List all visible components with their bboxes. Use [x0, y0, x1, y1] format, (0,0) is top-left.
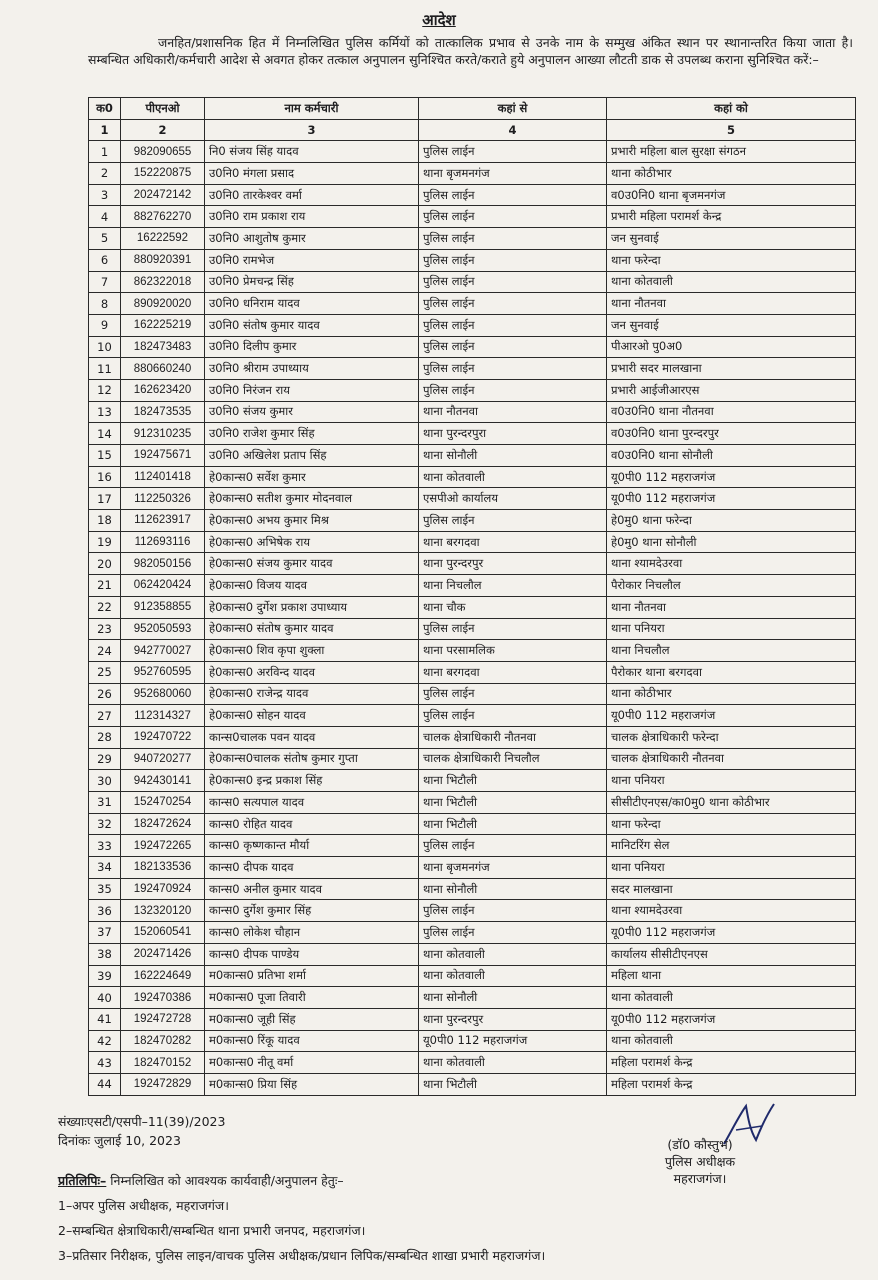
- cell-employee-name: उ0नि0 संजय कुमार: [205, 401, 419, 423]
- cell-from: पुलिस लाईन: [419, 510, 607, 532]
- cell-serial: 44: [89, 1073, 121, 1095]
- header-serial: क0: [89, 98, 121, 120]
- cell-pno: 880660240: [121, 358, 205, 380]
- cell-pno: 882762270: [121, 206, 205, 228]
- cell-serial: 5: [89, 228, 121, 250]
- cell-serial: 23: [89, 618, 121, 640]
- cell-pno: 202471426: [121, 943, 205, 965]
- cell-from: थाना बरगदवा: [419, 531, 607, 553]
- header-to: कहां को: [607, 98, 856, 120]
- cell-pno: 880920391: [121, 249, 205, 271]
- cell-employee-name: हे0कान्स0 अभय कुमार मिश्र: [205, 510, 419, 532]
- table-row: [89, 141, 856, 163]
- cell-serial: 26: [89, 683, 121, 705]
- cell-employee-name: म0कान्स0 जूही सिंह: [205, 1008, 419, 1030]
- table-row: [89, 1073, 856, 1095]
- cell-employee-name: हे0कान्स0 अभिषेक राय: [205, 531, 419, 553]
- cell-serial: 33: [89, 835, 121, 857]
- table-row: [89, 184, 856, 206]
- cell-to: थाना पनियरा: [607, 770, 856, 792]
- table-row: [89, 553, 856, 575]
- cell-from: थाना भिटौली: [419, 770, 607, 792]
- cell-serial: 39: [89, 965, 121, 987]
- cell-employee-name: उ0नि0 रामभेज: [205, 249, 419, 271]
- cell-to: थाना फरेन्दा: [607, 813, 856, 835]
- cell-from: पुलिस लाईन: [419, 683, 607, 705]
- cell-pno: 162224649: [121, 965, 205, 987]
- cell-employee-name: हे0कान्स0 संजय कुमार यादव: [205, 553, 419, 575]
- cell-pno: 942430141: [121, 770, 205, 792]
- cell-employee-name: कान्स0 दीपक पाण्डेय: [205, 943, 419, 965]
- cell-employee-name: कान्स0 अनील कुमार यादव: [205, 878, 419, 900]
- cell-serial: 35: [89, 878, 121, 900]
- intro-paragraph: जनहित/प्रशासनिक हित में निम्नलिखित पुलिस कर्मियों को तात्कालिक प्रभाव से उनके नाम के सम्मुख अंकित स्थान पर स्थानान्तरित किया जाता है। सम्बन्धित अधिकारी/कर्मचारी आदेश से अवगत होकर तत्काल अनुपालन सुनिश्चित करते/कराते हुये अनुपालन आख्या लौटती डाक से उपलब्ध कराना सुनिश्चित करें:–: [88, 35, 853, 67]
- cell-serial: 27: [89, 705, 121, 727]
- cell-to: यू0पी0 112 महराजगंज: [607, 922, 856, 944]
- cell-serial: 37: [89, 922, 121, 944]
- col-number: 4: [419, 119, 607, 141]
- cell-employee-name: उ0नि0 आशुतोष कुमार: [205, 228, 419, 250]
- cell-employee-name: म0कान्स0 रिंकू यादव: [205, 1030, 419, 1052]
- cell-from: पुलिस लाईन: [419, 358, 607, 380]
- cell-from: थाना पुरन्दरपुरा: [419, 423, 607, 445]
- cell-pno: 182133536: [121, 857, 205, 879]
- cell-from: थाना सोनौली: [419, 878, 607, 900]
- cell-employee-name: हे0कान्स0 सतीश कुमार मोदनवाल: [205, 488, 419, 510]
- cell-from: पुलिस लाईन: [419, 141, 607, 163]
- cell-serial: 36: [89, 900, 121, 922]
- cell-employee-name: कान्स0 रोहित यादव: [205, 813, 419, 835]
- table-row: [89, 1008, 856, 1030]
- table-row: [89, 878, 856, 900]
- cell-to: चालक क्षेत्राधिकारी नौतनवा: [607, 748, 856, 770]
- cell-serial: 29: [89, 748, 121, 770]
- cell-to: हे0मु0 थाना फरेन्दा: [607, 510, 856, 532]
- col-number: 5: [607, 119, 856, 141]
- cell-employee-name: उ0नि0 प्रेमचन्द्र सिंह: [205, 271, 419, 293]
- cell-serial: 19: [89, 531, 121, 553]
- cell-employee-name: उ0नि0 श्रीराम उपाध्याय: [205, 358, 419, 380]
- cell-employee-name: नि0 संजय सिंह यादव: [205, 141, 419, 163]
- table-row: [89, 163, 856, 185]
- cell-from: थाना पुरन्दरपुर: [419, 1008, 607, 1030]
- cell-from: चालक क्षेत्राधिकारी नौतनवा: [419, 726, 607, 748]
- cell-serial: 14: [89, 423, 121, 445]
- cell-to: पैरोकार थाना बरगदवा: [607, 661, 856, 683]
- cell-to: व0उ0नि0 थाना नौतनवा: [607, 401, 856, 423]
- cell-to: व0उ0नि0 थाना सोनौली: [607, 445, 856, 467]
- cell-pno: 862322018: [121, 271, 205, 293]
- cell-pno: 192475671: [121, 445, 205, 467]
- cell-from: पुलिस लाईन: [419, 705, 607, 727]
- cell-from: पुलिस लाईन: [419, 184, 607, 206]
- table-row: [89, 835, 856, 857]
- cell-employee-name: हे0कान्स0चालक संतोष कुमार गुप्ता: [205, 748, 419, 770]
- cell-pno: 152060541: [121, 922, 205, 944]
- cell-serial: 1: [89, 141, 121, 163]
- table-row: [89, 314, 856, 336]
- cell-to: सीसीटीएनएस/का0मु0 थाना कोठीभार: [607, 792, 856, 814]
- cell-to: पैरोकार निचलौल: [607, 575, 856, 597]
- header-row: [89, 98, 856, 120]
- cell-to: यू0पी0 112 महराजगंज: [607, 705, 856, 727]
- order-intro: [88, 34, 853, 68]
- cell-employee-name: म0कान्स0 पूजा तिवारी: [205, 987, 419, 1009]
- cell-pno: 132320120: [121, 900, 205, 922]
- cell-to: प्रभारी सदर मालखाना: [607, 358, 856, 380]
- cell-serial: 24: [89, 640, 121, 662]
- table-row: [89, 1030, 856, 1052]
- cell-serial: 40: [89, 987, 121, 1009]
- cell-serial: 43: [89, 1052, 121, 1074]
- cell-pno: 192472829: [121, 1073, 205, 1095]
- table-row: [89, 965, 856, 987]
- cell-pno: 182470152: [121, 1052, 205, 1074]
- reference-number: संख्याःएसटी/एसपी–11(39)/2023: [58, 1114, 226, 1129]
- cell-employee-name: म0कान्स0 नीतू वर्मा: [205, 1052, 419, 1074]
- cell-to: मानिटरिंग सेल: [607, 835, 856, 857]
- cell-employee-name: हे0कान्स0 संतोष कुमार यादव: [205, 618, 419, 640]
- cell-from: थाना कोतवाली: [419, 943, 607, 965]
- cell-employee-name: हे0कान्स0 सोहन यादव: [205, 705, 419, 727]
- cell-pno: 982050156: [121, 553, 205, 575]
- cell-serial: 8: [89, 293, 121, 315]
- signatory-title: पुलिस अधीक्षक: [664, 1154, 736, 1169]
- cell-serial: 2: [89, 163, 121, 185]
- cell-from: पुलिस लाईन: [419, 271, 607, 293]
- table-row: [89, 423, 856, 445]
- cell-serial: 32: [89, 813, 121, 835]
- cell-pno: 192472265: [121, 835, 205, 857]
- cell-to: सदर मालखाना: [607, 878, 856, 900]
- table-row: [89, 1052, 856, 1074]
- cell-to: जन सुनवाई: [607, 228, 856, 250]
- cell-serial: 20: [89, 553, 121, 575]
- table-row: [89, 987, 856, 1009]
- transfer-table: [88, 97, 856, 1096]
- col-number: 2: [121, 119, 205, 141]
- table-row: [89, 445, 856, 467]
- cell-from: थाना भिटौली: [419, 1073, 607, 1095]
- table-row: [89, 661, 856, 683]
- header-name: नाम कर्मचारी: [205, 98, 419, 120]
- cell-pno: 112250326: [121, 488, 205, 510]
- table-row: [89, 900, 856, 922]
- table-row: [89, 943, 856, 965]
- cell-from: थाना बृजमनगंज: [419, 857, 607, 879]
- table-row: [89, 683, 856, 705]
- cell-pno: 062420424: [121, 575, 205, 597]
- table-row: [89, 792, 856, 814]
- table-row: [89, 228, 856, 250]
- col-number: 3: [205, 119, 419, 141]
- table-row: [89, 379, 856, 401]
- table-row: [89, 857, 856, 879]
- table-row: [89, 575, 856, 597]
- cell-pno: 112623917: [121, 510, 205, 532]
- cell-employee-name: कान्स0 कृष्णकान्त मौर्या: [205, 835, 419, 857]
- cell-employee-name: उ0नि0 राम प्रकाश राय: [205, 206, 419, 228]
- cell-pno: 182473483: [121, 336, 205, 358]
- cell-to: पीआरओ पु0अ0: [607, 336, 856, 358]
- cell-from: पुलिस लाईन: [419, 249, 607, 271]
- cell-from: पुलिस लाईन: [419, 835, 607, 857]
- header-from: कहां से: [419, 98, 607, 120]
- cell-serial: 30: [89, 770, 121, 792]
- cell-to: थाना श्यामदेउरवा: [607, 553, 856, 575]
- cell-from: थाना भिटौली: [419, 792, 607, 814]
- copy-text: निम्नलिखित को आवश्यक कार्यवाही/अनुपालन हेतुः–: [110, 1173, 344, 1188]
- cell-from: पुलिस लाईन: [419, 314, 607, 336]
- cell-to: थाना कोतवाली: [607, 987, 856, 1009]
- table-row: [89, 922, 856, 944]
- cell-from: पुलिस लाईन: [419, 618, 607, 640]
- cell-employee-name: उ0नि0 निरंजन राय: [205, 379, 419, 401]
- cell-serial: 17: [89, 488, 121, 510]
- cell-pno: 192470386: [121, 987, 205, 1009]
- cell-to: थाना श्यामदेउरवा: [607, 900, 856, 922]
- table-row: [89, 705, 856, 727]
- cell-serial: 34: [89, 857, 121, 879]
- cell-from: थाना कोतवाली: [419, 1052, 607, 1074]
- cell-employee-name: कान्स0 सत्यपाल यादव: [205, 792, 419, 814]
- cell-pno: 152220875: [121, 163, 205, 185]
- cell-employee-name: उ0नि0 मंगला प्रसाद: [205, 163, 419, 185]
- cell-serial: 22: [89, 596, 121, 618]
- cell-to: जन सुनवाई: [607, 314, 856, 336]
- table-row: [89, 813, 856, 835]
- cell-employee-name: म0कान्स0 प्रिया सिंह: [205, 1073, 419, 1095]
- cell-employee-name: हे0कान्स0 शिव कृपा शुक्ला: [205, 640, 419, 662]
- table-body: [89, 141, 856, 1095]
- cell-pno: 182473535: [121, 401, 205, 423]
- table-row: [89, 206, 856, 228]
- cell-from: थाना सोनौली: [419, 445, 607, 467]
- cell-to: यू0पी0 112 महराजगंज: [607, 1008, 856, 1030]
- table-row: [89, 531, 856, 553]
- cell-serial: 28: [89, 726, 121, 748]
- cell-from: चालक क्षेत्राधिकारी निचलौल: [419, 748, 607, 770]
- cell-from: पुलिस लाईन: [419, 228, 607, 250]
- cell-pno: 16222592: [121, 228, 205, 250]
- col-number: 1: [89, 119, 121, 141]
- table-row: [89, 401, 856, 423]
- cell-pno: 952760595: [121, 661, 205, 683]
- cell-pno: 112401418: [121, 466, 205, 488]
- table-row: [89, 748, 856, 770]
- cell-from: थाना निचलौल: [419, 575, 607, 597]
- table-row: [89, 770, 856, 792]
- cell-pno: 182470282: [121, 1030, 205, 1052]
- cell-pno: 162623420: [121, 379, 205, 401]
- cell-from: थाना सोनौली: [419, 987, 607, 1009]
- cell-serial: 16: [89, 466, 121, 488]
- cell-employee-name: हे0कान्स0 विजय यादव: [205, 575, 419, 597]
- table-row: [89, 358, 856, 380]
- cell-from: थाना परसामलिक: [419, 640, 607, 662]
- table-row: [89, 488, 856, 510]
- cell-serial: 21: [89, 575, 121, 597]
- cell-from: थाना नौतनवा: [419, 401, 607, 423]
- cell-to: महिला परामर्श केन्द्र: [607, 1073, 856, 1095]
- cell-serial: 18: [89, 510, 121, 532]
- cell-employee-name: म0कान्स0 प्रतिभा शर्मा: [205, 965, 419, 987]
- cell-to: यू0पी0 112 महराजगंज: [607, 488, 856, 510]
- cell-from: थाना भिटौली: [419, 813, 607, 835]
- cell-pno: 192472728: [121, 1008, 205, 1030]
- cell-employee-name: कान्स0 लोकेश चौहान: [205, 922, 419, 944]
- cell-pno: 982090655: [121, 141, 205, 163]
- cell-from: थाना कोतवाली: [419, 965, 607, 987]
- cell-serial: 41: [89, 1008, 121, 1030]
- copy-item: 1–अपर पुलिस अधीक्षक, महराजगंज।: [58, 1198, 229, 1213]
- table-row: [89, 293, 856, 315]
- cell-serial: 13: [89, 401, 121, 423]
- table-row: [89, 726, 856, 748]
- table-row: [89, 510, 856, 532]
- cell-serial: 42: [89, 1030, 121, 1052]
- cell-employee-name: उ0नि0 राजेश कुमार सिंह: [205, 423, 419, 445]
- table-row: [89, 640, 856, 662]
- cell-employee-name: उ0नि0 संतोष कुमार यादव: [205, 314, 419, 336]
- cell-from: थाना बरगदवा: [419, 661, 607, 683]
- order-title: आदेश: [422, 11, 456, 29]
- cell-pno: 942770027: [121, 640, 205, 662]
- cell-serial: 4: [89, 206, 121, 228]
- cell-serial: 9: [89, 314, 121, 336]
- cell-employee-name: हे0कान्स0 सर्वेश कुमार: [205, 466, 419, 488]
- cell-from: थाना चौक: [419, 596, 607, 618]
- cell-serial: 7: [89, 271, 121, 293]
- cell-from: पुलिस लाईन: [419, 206, 607, 228]
- cell-pno: 192470722: [121, 726, 205, 748]
- table-row: [89, 618, 856, 640]
- cell-from: थाना कोतवाली: [419, 466, 607, 488]
- cell-pno: 912310235: [121, 423, 205, 445]
- cell-from: यू0पी0 112 महराजगंज: [419, 1030, 607, 1052]
- cell-serial: 12: [89, 379, 121, 401]
- table-row: [89, 336, 856, 358]
- signatory-place: महराजगंज।: [673, 1171, 727, 1186]
- header-pno: पीएनओ: [121, 98, 205, 120]
- cell-pno: 182472624: [121, 813, 205, 835]
- cell-to: थाना निचलौल: [607, 640, 856, 662]
- cell-pno: 112314327: [121, 705, 205, 727]
- cell-employee-name: उ0नि0 तारकेश्वर वर्मा: [205, 184, 419, 206]
- cell-to: थाना कोठीभार: [607, 163, 856, 185]
- column-number-row: [89, 119, 856, 141]
- cell-employee-name: कान्स0चालक पवन यादव: [205, 726, 419, 748]
- cell-pno: 112693116: [121, 531, 205, 553]
- order-date: दिनांकः जुलाई 10, 2023: [58, 1133, 181, 1148]
- cell-to: थाना कोठीभार: [607, 683, 856, 705]
- cell-pno: 162225219: [121, 314, 205, 336]
- cell-serial: 25: [89, 661, 121, 683]
- cell-employee-name: उ0नि0 धनिराम यादव: [205, 293, 419, 315]
- cell-employee-name: उ0नि0 दिलीप कुमार: [205, 336, 419, 358]
- cell-pno: 152470254: [121, 792, 205, 814]
- cell-employee-name: हे0कान्स0 राजेन्द्र यादव: [205, 683, 419, 705]
- cell-employee-name: उ0नि0 अखिलेश प्रताप सिंह: [205, 445, 419, 467]
- cell-to: थाना कोतवाली: [607, 271, 856, 293]
- cell-to: व0उ0नि0 थाना पुरन्दरपुर: [607, 423, 856, 445]
- table-row: [89, 466, 856, 488]
- cell-to: थाना पनियरा: [607, 618, 856, 640]
- table-row: [89, 596, 856, 618]
- cell-to: हे0मु0 थाना सोनौली: [607, 531, 856, 553]
- cell-serial: 15: [89, 445, 121, 467]
- cell-to: प्रभारी आईजीआरएस: [607, 379, 856, 401]
- cell-serial: 3: [89, 184, 121, 206]
- cell-pno: 952050593: [121, 618, 205, 640]
- cell-employee-name: कान्स0 दुर्गेश कुमार सिंह: [205, 900, 419, 922]
- cell-serial: 11: [89, 358, 121, 380]
- cell-serial: 10: [89, 336, 121, 358]
- cell-employee-name: हे0कान्स0 इन्द्र प्रकाश सिंह: [205, 770, 419, 792]
- cell-to: यू0पी0 112 महराजगंज: [607, 466, 856, 488]
- cell-employee-name: कान्स0 दीपक यादव: [205, 857, 419, 879]
- cell-serial: 6: [89, 249, 121, 271]
- cell-to: महिला थाना: [607, 965, 856, 987]
- cell-to: प्रभारी महिला परामर्श केन्द्र: [607, 206, 856, 228]
- cell-serial: 38: [89, 943, 121, 965]
- cell-to: व0उ0नि0 थाना बृजमनगंज: [607, 184, 856, 206]
- cell-to: थाना कोतवाली: [607, 1030, 856, 1052]
- signature-block: [640, 1136, 760, 1187]
- copy-line: [58, 1172, 344, 1189]
- cell-employee-name: हे0कान्स0 अरविन्द यादव: [205, 661, 419, 683]
- cell-pno: 912358855: [121, 596, 205, 618]
- cell-to: थाना नौतनवा: [607, 596, 856, 618]
- cell-to: चालक क्षेत्राधिकारी फरेन्दा: [607, 726, 856, 748]
- cell-to: कार्यालय सीसीटीएनएस: [607, 943, 856, 965]
- cell-from: पुलिस लाईन: [419, 900, 607, 922]
- table-row: [89, 271, 856, 293]
- cell-from: पुलिस लाईन: [419, 379, 607, 401]
- cell-from: एसपीओ कार्यालय: [419, 488, 607, 510]
- cell-from: पुलिस लाईन: [419, 293, 607, 315]
- cell-to: थाना पनियरा: [607, 857, 856, 879]
- cell-from: पुलिस लाईन: [419, 922, 607, 944]
- cell-to: महिला परामर्श केन्द्र: [607, 1052, 856, 1074]
- cell-to: थाना फरेन्दा: [607, 249, 856, 271]
- cell-to: प्रभारी महिला बाल सुरक्षा संगठन: [607, 141, 856, 163]
- cell-from: पुलिस लाईन: [419, 336, 607, 358]
- cell-from: थाना पुरन्दरपुर: [419, 553, 607, 575]
- cell-to: थाना नौतनवा: [607, 293, 856, 315]
- cell-serial: 31: [89, 792, 121, 814]
- signatory-name: (डॉ0 कौस्तुभ): [667, 1137, 733, 1152]
- cell-pno: 192470924: [121, 878, 205, 900]
- cell-from: थाना बृजमनगंज: [419, 163, 607, 185]
- table-row: [89, 249, 856, 271]
- cell-pno: 202472142: [121, 184, 205, 206]
- cell-pno: 952680060: [121, 683, 205, 705]
- cell-pno: 890920020: [121, 293, 205, 315]
- copy-item: 3–प्रतिसार निरीक्षक, पुलिस लाइन/वाचक पुलिस अधीक्षक/प्रधान लिपिक/सम्बन्धित शाखा प्रभारी महराजगंज।: [58, 1248, 546, 1263]
- copy-heading: प्रतिलिपिः–: [58, 1173, 107, 1188]
- copy-item: 2–सम्बन्धित क्षेत्राधिकारी/सम्बन्धित थाना प्रभारी जनपद, महराजगंज।: [58, 1223, 366, 1238]
- cell-pno: 940720277: [121, 748, 205, 770]
- cell-employee-name: हे0कान्स0 दुर्गेश प्रकाश उपाध्याय: [205, 596, 419, 618]
